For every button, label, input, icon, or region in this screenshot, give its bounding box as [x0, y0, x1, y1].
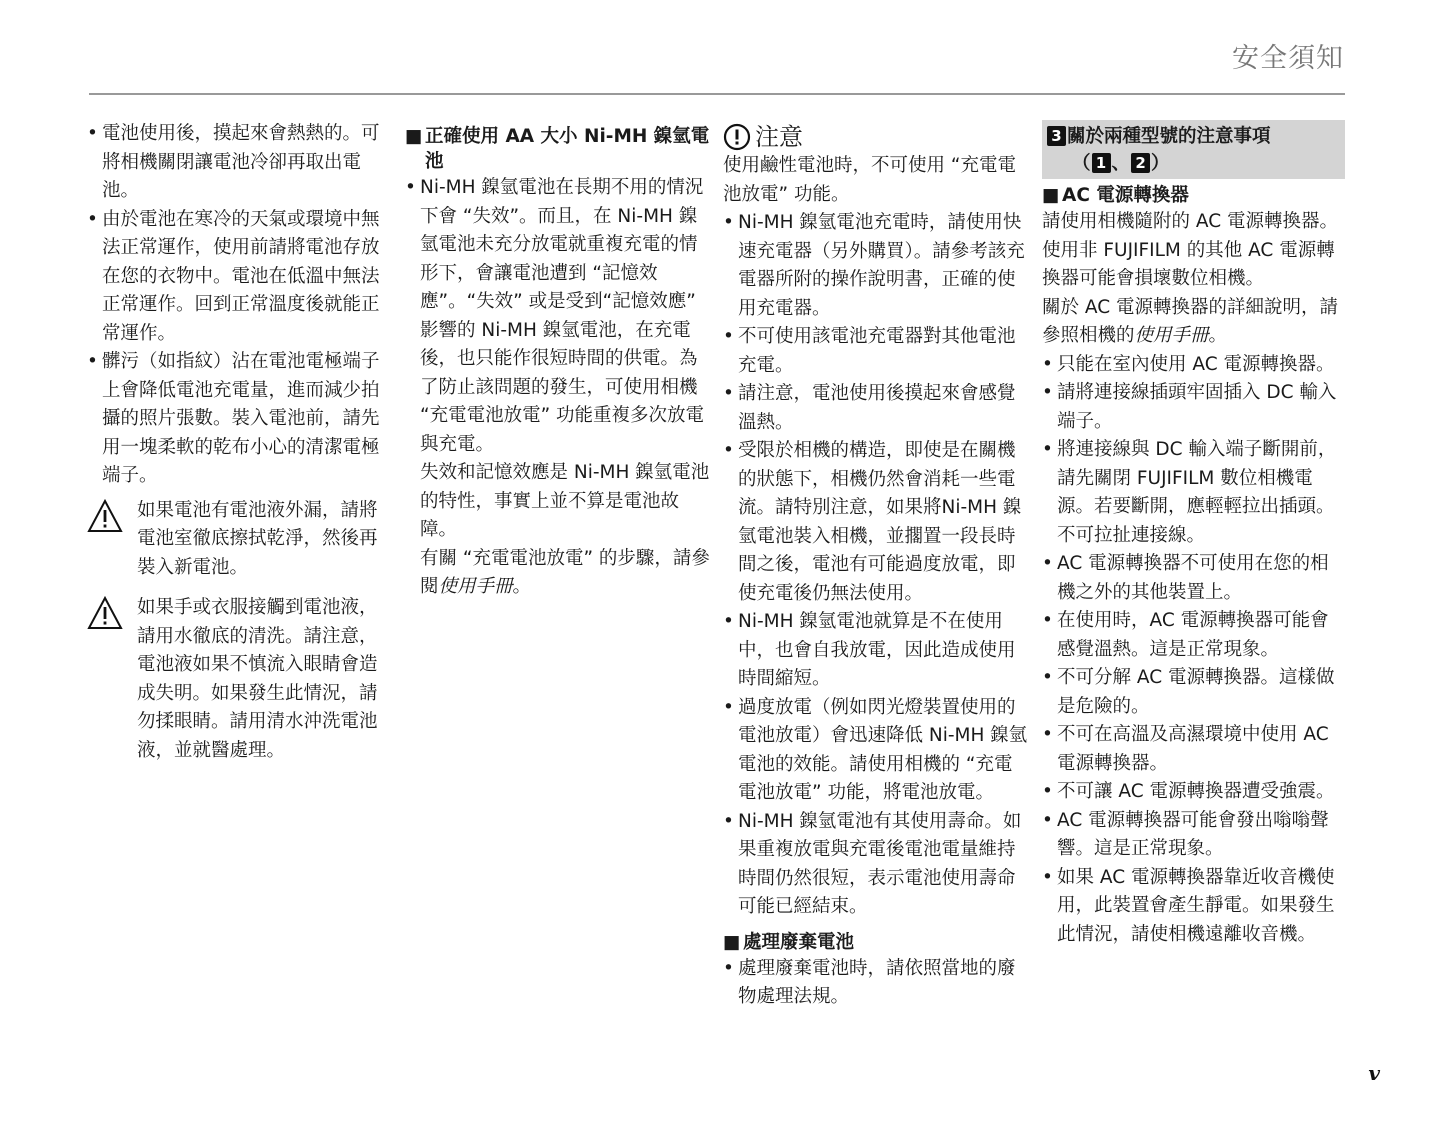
square-bullet-icon: ■ — [1042, 185, 1060, 206]
column-2 — [405, 120, 710, 602]
caution-heading: 注意 — [723, 122, 1028, 152]
section-heading: ■ 處理廢棄電池 — [723, 931, 855, 953]
list-item: • 如果 AC 電源轉換器靠近收音機使用，此裝置會產生靜電。如果發生此情況，請使相機遠離收音機。 — [1042, 866, 1335, 945]
list-item: • AC 電源轉換器不可使用在您的相機之外的其他裝置上。 — [1042, 553, 1329, 603]
list-item: • 不可分解 AC 電源轉換器。這樣做是危險的。 — [1042, 667, 1335, 717]
boxed-section-heading: 3 關於兩種型號的注意事項 （ 1 、 2 ） — [1042, 120, 1345, 179]
warning-triangle-icon — [87, 594, 137, 765]
list-item: • 在使用時，AC 電源轉換器可能會感覺溫熱。這是正常現象。 — [1042, 610, 1329, 660]
paragraph: 請使用相機隨附的 AC 電源轉換器。使用非 FUJIFILM 的其他 AC 電源轉換器可能會損壞數位相機。 — [1042, 211, 1339, 289]
number-badge: 3 — [1047, 126, 1066, 146]
number-badge: 1 — [1092, 153, 1111, 173]
column-1 — [87, 120, 387, 765]
list-item: • 不可在高溫及高濕環境中使用 AC 電源轉換器。 — [1042, 724, 1329, 774]
list-item: • 髒污（如指紋）沾在電池電極端子上會降低電池充電量，進而減少拍攝的照片張數。裝入電池前，請先用一塊柔軟的乾布小心的清潔電極端子。 — [87, 351, 380, 486]
warning-block: 如果手或衣服接觸到電池液，請用水徹底的清洗。請注意，電池液如果不慎流入眼睛會造成失明。如果發生此情況，請勿揉眼睛。請用清水沖洗電池液，並就醫處理。 — [87, 594, 387, 765]
page-header-title: 安全須知 — [1232, 43, 1344, 74]
header-divider — [89, 93, 1345, 95]
list-item: • 不可使用該電池充電器對其他電池充電。 — [723, 326, 1016, 376]
caution-intro: 使用鹼性電池時，不可使用 “充電電池放電” 功能。 — [723, 155, 1016, 205]
list-item: • 受限於相機的構造，即使是在關機的狀態下，相機仍然會消耗一些電流。請特別注意，如果將Ni-MH 鎳氫電池裝入相機，並擱置一段長時間之後，電池有可能過度放電，即使充電後仍無法使用。 — [723, 440, 1022, 604]
list-item: • 過度放電（例如閃光燈裝置使用的電池放電）會迅速降低 Ni-MH 鎳氫電池的效能。請使用相機的 “充電電池放電” 功能，將電池放電。 — [723, 696, 1028, 803]
list-item: • Ni-MH 鎳氫電池在長期不用的情況下會 “失效”。而且，在 Ni-MH 鎳氫電池未充分放電就重複充電的情形下，會讓電池遭到 “記憶效應”。“失效” 或是受到“記憶效應” 影響的 Ni-MH 鎳氫電池，在充電後，也只能作很短時間的供電。為了防止該問題的發生，可使用相機 “充電電池放電” 功能重複多次放電與充電。 — [405, 177, 705, 455]
square-bullet-icon: ■ — [405, 126, 423, 147]
list-item: • 只能在室內使用 AC 電源轉換器。 — [1042, 353, 1335, 375]
warning-block: 如果電池有電池液外漏，請將電池室徹底擦拭乾淨，然後再裝入新電池。 — [87, 497, 387, 583]
list-item: • 請注意，電池使用後摸起來會感覺溫熱。 — [723, 383, 1016, 433]
warning-triangle-icon — [87, 497, 137, 583]
list-item: • Ni-MH 鎳氫電池充電時，請使用快速充電器（另外購買）。請參考該充電器所附的操作說明書，正確的使用充電器。 — [723, 212, 1025, 319]
section-heading: ■ 正確使用 AA 大小 Ni-MH 鎳氫電池 — [405, 126, 710, 172]
list-item: • Ni-MH 鎳氫電池有其使用壽命。如果重複放電與充電後電池電量維持時間仍然很短，表示電池使用壽命可能已經結束。 — [723, 810, 1022, 917]
list-item: • 將連接線與 DC 輸入端子斷開前，請先關閉 FUJIFILM 數位相機電源。若要斷開，應輕輕拉出插頭。不可拉扯連接線。 — [1042, 439, 1337, 546]
column-4 — [1042, 120, 1345, 949]
paragraph: 有關 “充電電池放電” 的步驟，請參閱使用手冊。 — [420, 547, 710, 597]
column-3 — [723, 120, 1028, 1012]
section-heading: ■ AC 電源轉換器 — [1042, 185, 1189, 206]
paragraph: 失效和記憶效應是 Ni-MH 鎳氫電池的特性，事實上並不算是電池故障。 — [420, 462, 710, 540]
paragraph: 關於 AC 電源轉換器的詳細說明，請參照相機的使用手冊。 — [1042, 296, 1339, 346]
number-badge: 2 — [1131, 153, 1150, 173]
list-item: • 處理廢棄電池時，請依照當地的廢物處理法規。 — [723, 957, 1016, 1007]
square-bullet-icon: ■ — [723, 931, 741, 953]
list-item: • 請將連接線插頭牢固插入 DC 輸入端子。 — [1042, 382, 1337, 432]
page-number: v — [1368, 1061, 1380, 1085]
list-item: • 電池使用後，摸起來會熱熱的。可將相機關閉讓電池冷卻再取出電池。 — [87, 123, 380, 201]
list-item: • Ni-MH 鎳氫電池就算是不在使用中，也會自我放電，因此造成使用時間縮短。 — [723, 611, 1016, 689]
list-item: • 由於電池在寒冷的天氣或環境中無法正常運作，使用前請將電池存放在您的衣物中。電池在低溫中無法正常運作。回到正常溫度後就能正常運作。 — [87, 208, 380, 344]
list-item: • 不可讓 AC 電源轉換器遭受強震。 — [1042, 781, 1335, 802]
list-item: • AC 電源轉換器可能會發出嗡嗡聲響。這是正常現象。 — [1042, 809, 1329, 859]
caution-exclamation-icon — [723, 123, 751, 151]
